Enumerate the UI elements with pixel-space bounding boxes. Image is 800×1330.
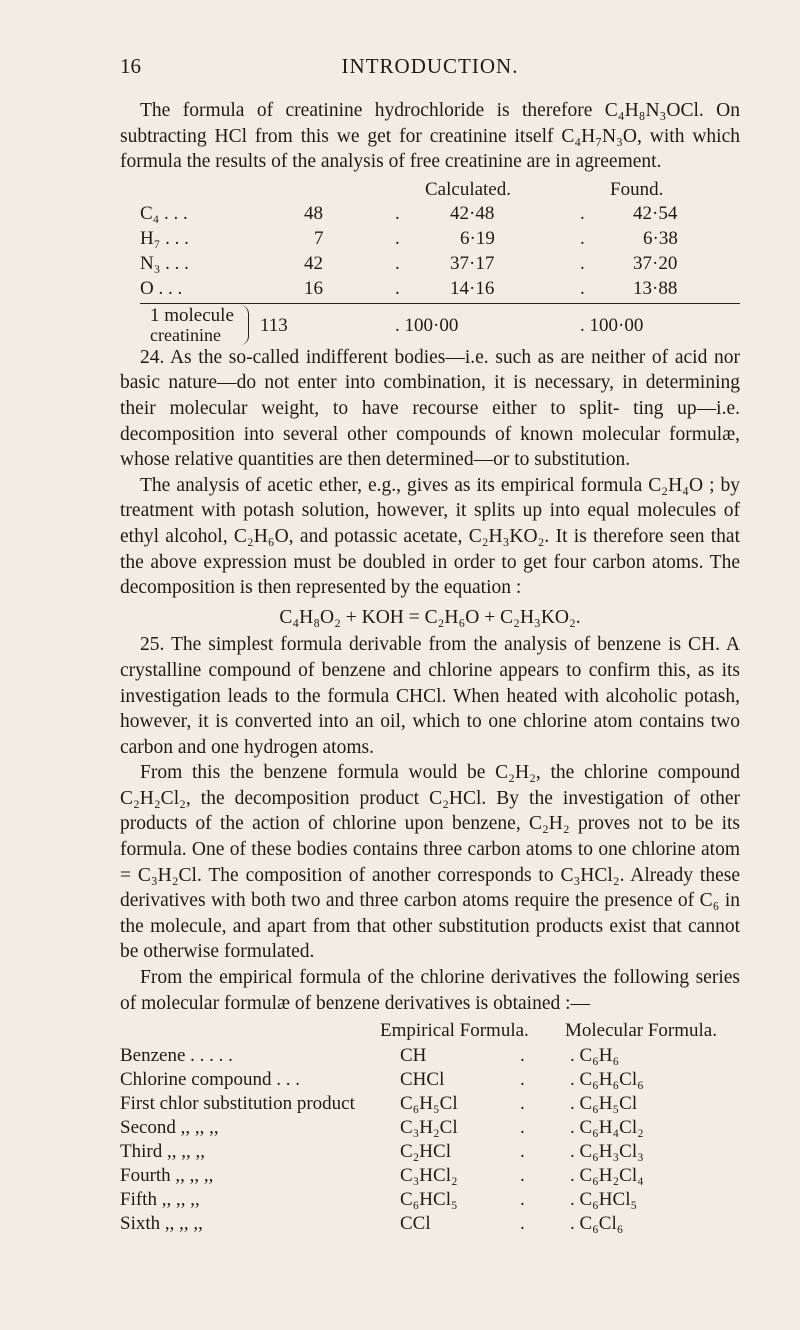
calculated-value: 14·16 xyxy=(450,277,495,299)
empirical-formula: CH xyxy=(400,1045,427,1067)
element-label: C₄ . . . xyxy=(140,202,188,224)
text-line: atoms. xyxy=(322,736,374,758)
atomic-weight: 42 xyxy=(304,252,323,274)
text-line: molecular formulæ, whose relative quantities are then determined—or xyxy=(120,423,740,471)
found-value: 6·38 xyxy=(643,227,678,249)
molecular-formula: . C₆H₆ xyxy=(570,1045,620,1067)
molecular-formula: . C₆HCl₅ xyxy=(570,1189,638,1211)
text-line: with which formula the results of the analysis of free creatinine are xyxy=(120,125,740,173)
text-line: obtained :— xyxy=(493,992,591,1014)
empirical-formula: C₆HCl₅ xyxy=(400,1189,458,1211)
text-line: ting up—i.e. decomposition into several other compounds of known xyxy=(120,397,741,445)
found-value: 13·88 xyxy=(633,277,678,299)
total-found: . 100·00 xyxy=(580,314,644,336)
page-body xyxy=(120,98,741,1235)
text-line: to substitution. xyxy=(514,449,631,471)
text-line: compound C₂H₂Cl₂, the decomposition product C₂HCl. By the xyxy=(120,762,741,809)
element-label: O . . . xyxy=(140,277,183,299)
leader-dots: . xyxy=(395,252,400,274)
molecular-formula: . C₆Cl₆ xyxy=(570,1213,624,1235)
atomic-weight: 16 xyxy=(304,277,323,299)
atomic-weight: 7 xyxy=(314,227,324,249)
total-weight: 113 xyxy=(260,314,288,336)
molecular-formula: . C₆H₂Cl₄ xyxy=(570,1165,644,1187)
leader-dots: . xyxy=(395,227,400,249)
leader-dots: . xyxy=(395,277,400,299)
derivative-name: Second ,, ,, ,, xyxy=(120,1117,219,1139)
leader-dots: . xyxy=(395,202,400,224)
calculated-value: 37·17 xyxy=(450,252,495,274)
molecular-formula: . C₆H₄Cl₂ xyxy=(570,1117,644,1139)
empirical-formula: CHCl xyxy=(400,1069,445,1091)
molecular-formula: . C₆H₃Cl₃ xyxy=(570,1141,644,1163)
text-line: The analysis of acetic ether, e.g., gives as its empirical formula xyxy=(140,474,643,496)
leader-dots: . xyxy=(520,1189,525,1211)
column-head-calculated: Calculated. xyxy=(425,178,511,200)
column-head-found: Found. xyxy=(610,178,664,200)
text-line: is CH. A crystalline compound of benzene and chlorine appears to xyxy=(120,634,741,681)
equation: C₄H₈O₂ + KOH = C₂H₆O + C₂H₃KO₂. xyxy=(279,606,581,628)
derivative-name: Fourth ,, ,, ,, xyxy=(120,1165,214,1187)
text-line: following series of molecular formulæ of benzene derivatives is xyxy=(120,967,740,1014)
text-line: molecule, and apart from that other substitution products exist that xyxy=(150,915,682,937)
paragraph-benzene-formula xyxy=(120,760,740,965)
calculated-value: 42·48 xyxy=(450,202,495,224)
text-line: carbon atoms to one chlorine atom = C₃H₂Cl. The composition of xyxy=(120,839,740,886)
text-line: oil, which to one chlorine atom contains two carbon and one hydrogen xyxy=(120,711,740,758)
derivative-name: Fifth ,, ,, ,, xyxy=(120,1189,200,1211)
leader-dots: . xyxy=(520,1093,525,1115)
leader-dots: . xyxy=(520,1213,525,1235)
paragraph-series xyxy=(120,965,740,1016)
brace xyxy=(240,305,249,345)
leader-dots: . xyxy=(520,1045,525,1067)
empirical-formula: CCl xyxy=(400,1213,431,1235)
benzene-derivatives-table xyxy=(120,1016,740,1235)
leader-dots: . xyxy=(520,1117,525,1139)
paragraph-creatinine xyxy=(120,98,740,175)
text-line: acid nor basic nature—do not enter into combination, it is necessary, in xyxy=(120,346,740,394)
leader-dots: . xyxy=(580,252,585,274)
molecular-formula: . C₆H₆Cl₆ xyxy=(570,1069,644,1091)
text-line: When heated with alcoholic potash, however, it is converted into an xyxy=(120,685,740,733)
found-value: 42·54 xyxy=(633,202,678,224)
derivative-name: Chlorine compound . . . xyxy=(120,1069,300,1091)
text-line: C₂H₄O ; by treatment with potash solution, however, it splits up xyxy=(120,474,740,522)
text-line: From this the benzene formula would be C₂H₂, the chlorine xyxy=(140,762,648,784)
column-head-molecular: Molecular Formula. xyxy=(565,1020,717,1042)
column-head-empirical: Empirical Formula. xyxy=(380,1020,529,1042)
total-label-line1: 1 molecule xyxy=(150,304,234,326)
paragraph-24 xyxy=(120,345,740,473)
leader-dots: . xyxy=(520,1069,525,1091)
leader-dots: . xyxy=(580,227,585,249)
element-label: H₇ . . . xyxy=(140,227,189,249)
text-line: confirm this, as its investigation leads to the formula CHCl. xyxy=(120,659,740,707)
molecular-formula: . C₆H₅Cl xyxy=(570,1093,638,1115)
paragraph-25 xyxy=(120,632,740,760)
derivative-name: Third ,, ,, ,, xyxy=(120,1141,205,1163)
empirical-formula: C₆H₅Cl xyxy=(400,1093,458,1115)
leader-dots: . xyxy=(520,1165,525,1187)
text-line: On subtracting HCl from this we get for creatinine itself C₄H₇N₃O, xyxy=(120,100,741,147)
text-line: in agreement. xyxy=(555,151,662,173)
empirical-formula: C₃HCl₂ xyxy=(400,1165,458,1187)
leader-dots: . xyxy=(580,277,585,299)
empirical-formula: C₂HCl xyxy=(400,1141,451,1163)
text-line: C₂H₃KO₂. It is therefore seen that the above expression must xyxy=(120,525,740,573)
empirical-formula: C₃H₂Cl xyxy=(400,1117,458,1139)
derivative-name: Sixth ,, ,, ,, xyxy=(120,1213,203,1235)
element-label: N₃ . . . xyxy=(140,252,189,274)
total-label-line2: creatinine xyxy=(150,324,221,345)
derivative-name: First chlor substitution product xyxy=(120,1093,355,1115)
section-25-heading-line: 25. The simplest formula derivable from the analysis of benzene xyxy=(140,634,662,656)
section-24-heading-line: 24. As the so-called indifferent bodies—i.e. such as are neither of xyxy=(140,346,669,368)
derivative-name: Benzene . . . . . xyxy=(120,1045,233,1067)
paragraph-acetic-ether xyxy=(120,473,740,601)
atomic-weight: 48 xyxy=(304,202,323,224)
leader-dots: . xyxy=(520,1141,525,1163)
found-value: 37·20 xyxy=(633,252,678,274)
text-line: determining their molecular weight, to have recourse either to split- xyxy=(120,372,741,419)
creatinine-analysis-table xyxy=(120,175,740,345)
text-line: From the empirical formula of the chlorine derivatives the xyxy=(140,967,607,989)
text-line: both two and three carbon atoms require the presence of C₆ in the xyxy=(120,890,740,937)
text-line: into equal molecules of ethyl alcohol, C₂H₆O, and potassic acetate, xyxy=(120,500,741,547)
calculated-value: 6·19 xyxy=(460,227,495,249)
text-line: cannot be otherwise formulated. xyxy=(120,915,740,963)
text-line: C₂H₂ proves not to be its formula. One of these bodies contains three xyxy=(120,813,740,861)
text-line: be doubled in order to get four carbon atoms. The decomposition is xyxy=(120,551,740,599)
page-header xyxy=(120,54,740,84)
text-line: The formula of creatinine hydrochloride is therefore C₄H₈N₃OCl. xyxy=(140,100,704,121)
page-number: 16 xyxy=(120,54,141,78)
running-title: INTRODUCTION. xyxy=(341,54,519,78)
text-line: another corresponds to C₃HCl₂. Already these derivatives with xyxy=(120,864,740,912)
text-line: then represented by the equation : xyxy=(257,577,522,599)
total-calculated: . 100·00 xyxy=(395,314,459,336)
text-line: investigation of other products of the action of chlorine upon benzene, xyxy=(120,787,740,835)
leader-dots: . xyxy=(580,202,585,224)
